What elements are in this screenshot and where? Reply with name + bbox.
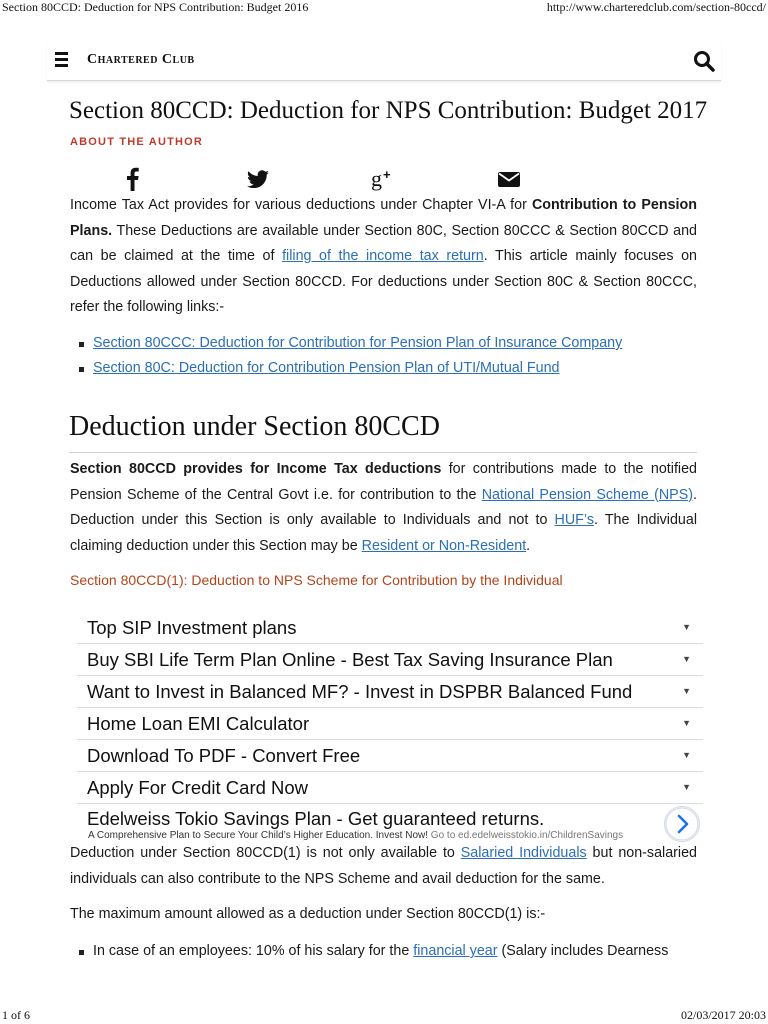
ad-link-row[interactable] <box>77 612 703 644</box>
ad-links-block <box>77 612 703 840</box>
google-plus-icon[interactable] <box>371 167 397 191</box>
twitter-icon[interactable] <box>246 167 270 191</box>
print-timestamp: 02/03/2017 20:03 <box>680 1008 766 1022</box>
svg-text:g: g <box>371 167 382 191</box>
p3-text-1: Deduction under Section 80CCD(1) is not only available to <box>70 845 461 861</box>
ad-link-label[interactable]: Home Loan EMI Calculator <box>87 713 310 734</box>
featured-ad-desc <box>88 830 623 841</box>
income-tax-return-link[interactable]: filing of the income tax return <box>282 248 484 264</box>
related-links <box>70 331 697 381</box>
ad-link-row[interactable] <box>77 644 703 676</box>
bullet-text-2: (Salary includes Dearness <box>497 943 669 959</box>
pdf-header-title: Section 80CCD: Deduction for NPS Contribution: Budget 2016 <box>2 0 309 14</box>
intro-text-1: Income Tax Act provides for various deductions under Chapter VI-A for <box>70 197 532 213</box>
ad-link-row[interactable] <box>77 708 703 740</box>
subsection-heading: Section 80CCD(1): Deduction to NPS Scheme for Contribution by the Individual <box>70 572 563 588</box>
section-80ccc-link[interactable]: Section 80CCC: Deduction for Contribution for Pension Plan of Insurance Company <box>93 335 623 351</box>
section-80c-link[interactable]: Section 80C: Deduction for Contribution Pension Plan of UTI/Mutual Fund <box>93 360 560 376</box>
featured-ad-url: Go to ed.edelweisstokio.in/ChildrenSavings <box>428 830 624 841</box>
site-brand[interactable]: Chartered Club <box>87 52 195 67</box>
about-author-link[interactable]: ABOUT THE AUTHOR <box>70 136 204 148</box>
featured-ad-title[interactable]: Edelweiss Tokio Savings Plan - Get guaranteed returns. <box>87 808 545 829</box>
list-item <box>70 939 697 964</box>
sec-text-2: . Deduction under this Section is only available to Individuals and not to <box>70 486 698 528</box>
resident-link[interactable]: Resident or Non-Resident <box>361 537 527 554</box>
paragraph-max-amount <box>70 902 697 928</box>
ad-link-row[interactable] <box>77 740 703 772</box>
p3-text-2: but non-salaried individuals can also contribute to the NPS Scheme and avail deduction for the same. <box>70 845 698 887</box>
article-title: Section 80CCD: Deduction for NPS Contribution: Budget 2017 <box>69 97 708 124</box>
intro-text-2: These Deductions are available under Section 80C, Section 80CCC & Section 80CCD and can be claimed at the time of <box>70 222 697 264</box>
sec-text-4: . <box>526 537 531 554</box>
chevron-down-icon: ▼ <box>682 622 691 632</box>
ad-link-row[interactable] <box>77 676 703 708</box>
intro-text-3: . This article mainly focuses on Deductions allowed under Section 80CCD. For deductions under Section 80C & Section 80CCC, refer the following links:- <box>70 248 697 315</box>
ad-link-label[interactable]: Download To PDF - Convert Free <box>87 745 361 766</box>
sec-text-3: . The Individual claiming deduction under this Section may be <box>70 512 697 554</box>
intro-paragraph <box>70 193 697 321</box>
chevron-right-icon[interactable] <box>664 806 700 842</box>
search-icon[interactable] <box>693 50 715 72</box>
list-item <box>70 331 697 356</box>
ad-link-label[interactable]: Apply For Credit Card Now <box>87 777 309 798</box>
financial-year-link[interactable]: financial year <box>413 943 498 959</box>
page-number: 1 of 6 <box>2 1008 30 1022</box>
ad-link-label[interactable]: Top SIP Investment plans <box>87 617 297 638</box>
section-heading: Deduction under Section 80CCD <box>69 410 697 453</box>
ad-link-label[interactable]: Buy SBI Life Term Plan Online - Best Tax Saving Insurance Plan <box>87 649 613 670</box>
section-paragraph <box>70 457 697 559</box>
paragraph-80ccd1 <box>70 841 697 892</box>
pdf-print-footer <box>0 1008 768 1024</box>
site-header <box>47 40 721 81</box>
chevron-down-icon: ▼ <box>682 686 691 696</box>
chevron-down-icon: ▼ <box>682 782 691 792</box>
email-icon[interactable] <box>497 167 521 191</box>
sec-text-1: for contributions made to the notified Pension Scheme of the Central Govt i.e. for contribution to the <box>70 461 697 503</box>
pdf-header-url: http://www.charteredclub.com/section-80ccd/ <box>546 0 766 14</box>
max-amount-list <box>70 939 697 964</box>
svg-text:+: + <box>383 167 391 182</box>
featured-ad-desc-text: A Comprehensive Plan to Secure Your Child’s Higher Education. Invest Now! <box>88 830 429 841</box>
featured-ad[interactable] <box>77 804 703 840</box>
salaried-individuals-link[interactable]: Salaried Individuals <box>460 845 587 861</box>
sec-bold: Section 80CCD provides for Income Tax deductions <box>70 461 442 477</box>
list-item <box>70 356 697 381</box>
nps-link[interactable]: National Pension Scheme (NPS) <box>481 486 694 503</box>
chevron-down-icon: ▼ <box>682 654 691 664</box>
chevron-down-icon: ▼ <box>682 718 691 728</box>
intro-bold: Contribution to Pension Plans. <box>70 197 697 239</box>
ad-link-label[interactable]: Want to Invest in Balanced MF? - Invest in DSPBR Balanced Fund <box>87 681 633 702</box>
chevron-down-icon: ▼ <box>682 750 691 760</box>
max-amount-text: The maximum amount allowed as a deduction under Section 80CCD(1) is:- <box>70 906 546 922</box>
bullet-text-1: In case of an employees: 10% of his salary for the <box>93 943 414 959</box>
facebook-icon[interactable] <box>124 167 140 191</box>
huf-link[interactable]: HUF’s <box>554 512 594 528</box>
pdf-print-header <box>0 0 768 16</box>
hamburger-menu-icon[interactable] <box>55 52 68 67</box>
ad-link-row[interactable] <box>77 772 703 804</box>
